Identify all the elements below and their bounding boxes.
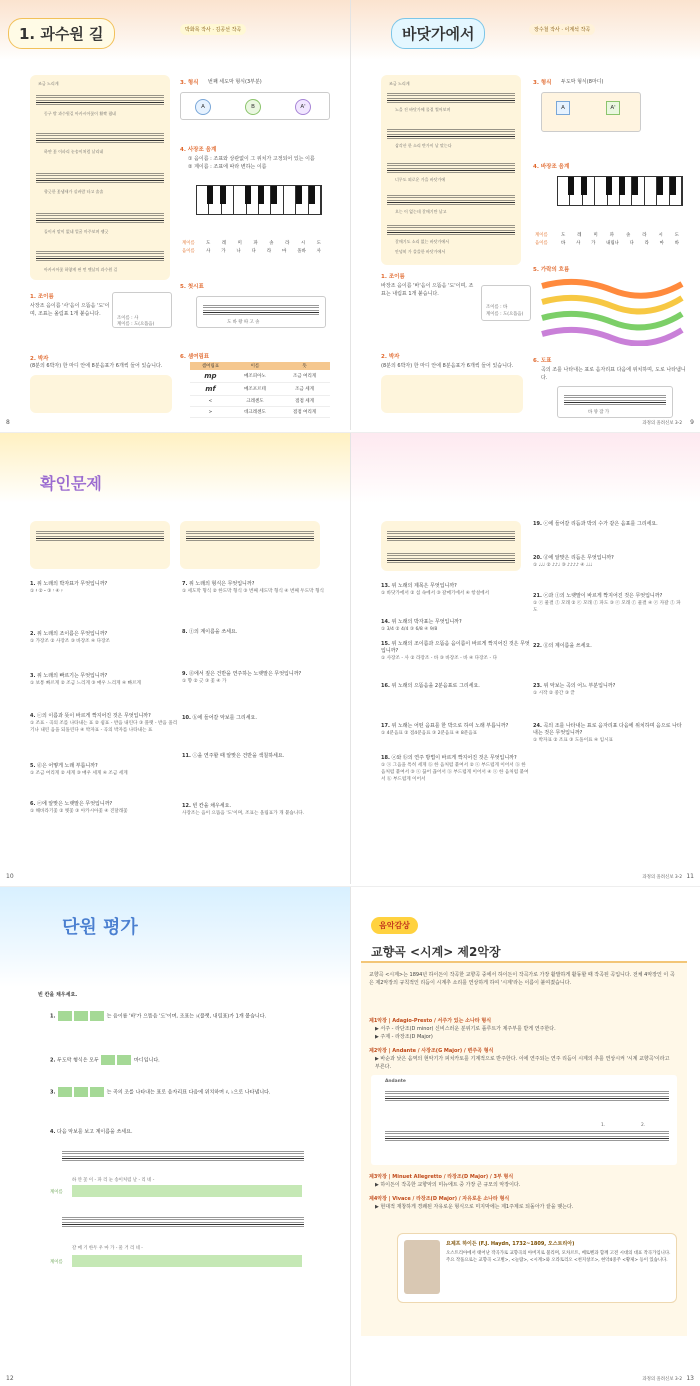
question-text: ⓔ에 알맞은 노랫말은 무엇입니까? [36,801,113,807]
key-label: 레 [221,241,227,246]
lyric-line: 아카시아꽃 하얗게 핀 먼 옛날의 과수원 길 [44,267,118,272]
question-options[interactable]: ① 바닷가에서 ② 섬 속에서 ③ 갈매기에서 ④ 항설에서 [381,591,490,596]
question-text: 위 노래의 박자표가 무엇입니까? [36,581,108,587]
question-options[interactable]: ① 4분음표 ② 점4분음표 ③ 2분음표 ④ 8분음표 [381,731,478,736]
key-label: 레 [577,233,582,238]
question-item [30,631,180,645]
page-13 [350,887,700,1386]
key-label: 도 [674,233,679,238]
spread-2 [0,432,700,884]
question-options[interactable]: ① ⓔ 물결 ⓕ 모래 ② ⓔ 모래 ⓕ 파도 ③ ⓔ 모래 ⓕ 물결 ④ ⓔ 자갈 ⓕ 파도 [533,601,681,613]
table-header: 셈여림표 [190,362,231,370]
question-number: 3. [30,673,36,679]
question-item [533,723,683,744]
solfa-row-label: 계이름 [535,233,548,238]
key-label: 시 [300,241,306,246]
section-meter-text: (8분의 6박자) 한 마디 안에 8분음표가 6개씩 들어 있습니다. [381,363,514,369]
question-text: ⓖ에서 짚은 건반을 연주하는 노랫말은 무엇입니까? [188,671,302,677]
listening-intro: 교향곡 <시계>는 1894년 하이든이 작곡한 교향곡 중에서 하이든이 작곡가로 가장 활발하게 활동할 때 작곡된 곡입니다. 전체 4악장인 이 곡은 제2악장의 규칙적인 리듬이 시계추 소리를 연상하게 하여 '시계'라는 이름이 붙여졌습니다. [369,972,675,986]
staff [36,95,164,105]
section-form-text: 번째 세도막 형식(3부분) [208,79,262,85]
key-label: 솔 [626,233,631,238]
pitch-row-label: 음이름 [182,249,195,254]
question-item [30,581,180,595]
question-text: 빈 칸을 채우세요. [192,803,232,809]
question-text: 위 노래의 박자표는 무엇입니까? [391,619,462,625]
section-form-title: 3. 형식 [180,80,199,86]
answer-row-label: 계이름 [50,1260,63,1265]
question-text: ⓕ의 계이름을 쓰세요. [188,629,238,635]
scale-def-1: ① 음이름 : 조표와 상관없이 그 위치가 고정되어 있는 이름 [188,156,315,162]
key-label: 도 [206,241,211,246]
review-title: 확인문제 [40,474,102,493]
movement-3-heading: 제3악장 | Minuet Allegretto / 라장조(D Major) / 3부 형식 [369,1174,514,1180]
table-row: mf 메조포르테 조금 세게 [190,383,330,396]
page-number: 9 [690,419,694,426]
lyric-line: 갈매기도 소리 없는 바닷가에서 [395,239,450,244]
spread-3 [0,886,700,1386]
table-header: 뜻 [279,362,330,370]
section-form-text: 두도막 형식(8마디) [561,79,604,85]
symphony-score [371,1075,677,1165]
score-tempo: Andante [385,1079,406,1084]
question-text: 위 노래의 형식은 무엇입니까? [188,581,255,587]
staff [36,251,164,261]
question-number: 9. [182,671,188,677]
page-banner [351,433,700,503]
question-item [533,555,683,569]
question-options[interactable]: ① 조금 여리게 ② 세게 ③ 매우 세게 ④ 조금 세게 [30,771,128,776]
form-diagram [180,92,330,120]
staff [36,133,164,143]
question-item [30,673,180,687]
eval-q1: 1. 는 음이름 '바'가 으뜸음 '도'이며, 조표는 ♭(플랫, 내림표)가 1개 붙습니다. [50,1011,310,1021]
key-label: 솔 [269,241,274,246]
staff [36,213,164,223]
section-key-text: 바장조 음이름 '바'음이 으뜸음 '도'이며, 조표는 내림표 1개 붙습니다. [381,283,474,297]
question-number: 8. [182,629,188,635]
key-label: 조이름 : 사 [117,316,139,321]
composer-portrait [404,1240,440,1294]
question-text: 곡의 조를 나타내는 표로 음자리표 다음에 위치하며 음으로 나타내는 것은 무엇입니까? [533,723,682,736]
question-number: 24. [533,723,542,729]
question-item [533,683,683,697]
question-item [182,803,332,817]
solfa-row-label: 계이름 [182,241,195,246]
listening-title: 교향곡 <시계> 제2악장 [371,945,501,959]
lyric-line: 안녕히 가 쓸쓸한 바닷가에서 [395,249,446,254]
key-label: 내림나 [606,241,619,246]
key-label: 시 [658,233,663,238]
page-12 [0,887,350,1386]
listening-panel [361,961,687,1336]
question-item [30,763,180,777]
piano-keyboard [557,176,683,206]
dynamics-table [190,362,330,418]
question-options[interactable]: ① 보통 빠르게 ② 조금 느리게 ③ 매우 느리게 ④ 빠르게 [30,681,141,686]
start-note-lyric: 도 바 왕 따 고 솔 [227,320,260,325]
section-key-text: 사장조 음이름 '사'음이 으뜸음 '도'이며, 조표는 올림표 1개 붙습니다. [30,303,110,317]
page-10 [0,433,350,884]
form-letter: A' [295,99,311,115]
key-label: 올바 [297,249,306,254]
section-key-title: 1. 조이름 [381,274,405,280]
key-label: 사 [206,249,211,254]
question-item [182,581,332,595]
page-number: 8 [6,419,10,426]
question-item [381,755,531,783]
question-options[interactable]: ① 사장조 - 사 ② 라장조 - 바 ③ 바장조 - 바 ④ 다장조 - 다 [381,656,498,661]
key-label: 라 [642,233,647,238]
form-letter: A [195,99,211,115]
question-text: 위 악보는 곡의 어느 부분입니까? [543,683,616,689]
eval-q2: 2. 두도막 형식은 모두 마디입니다. [50,1055,310,1065]
form-letter: B [245,99,261,115]
meter-diagram [30,375,172,413]
spread-1 [0,0,700,430]
movement-1-line: ▶ 주제 - 라장조(D Major) [375,1034,433,1040]
question-item [182,629,332,636]
tempo-mark: 조금 느리게 [38,81,59,86]
key-label: 도 [316,241,321,246]
start-note-card [196,296,326,328]
question-item [30,713,180,734]
question-options[interactable]: ① 가장조 ② 사장조 ③ 바장조 ④ 다장조 [30,639,110,644]
page-footer: 과정의 올려신보 3-2 [642,421,682,426]
question-number: 11. [182,753,191,759]
key-diagram [481,285,531,321]
question-options[interactable]: ① 3/4 ② 4/4 ③ 6/8 ④ 9/8 [381,627,438,632]
question-text: ⓔ과 ⓕ의 노랫말이 바르게 짝지어진 것은 무엇입니까? [543,593,663,599]
key-label: 라 [285,241,290,246]
lyric-line: 삼각산 한 소리 반가이 날 맞는다 [395,143,452,148]
question-number: 4. [30,713,36,719]
page-number: 13 [686,1375,694,1382]
question-item [533,521,683,528]
key-label: 조이름 : 바 [486,305,508,310]
composer-bio-card [397,1233,677,1303]
question-text: 위 노래는 어떤 음표를 한 박으로 하여 노래 부릅니까? [391,723,509,729]
question-item [381,583,531,597]
page-number: 12 [6,1375,14,1382]
meter-diagram [381,375,523,413]
key-label: 다 [251,249,256,254]
question-number: 17. [381,723,390,729]
review-score-b [180,521,320,569]
question-options[interactable]: ① 세도막 형식 ② 한도막 형식 ③ 번째 세도막 형식 ④ 번째 두도막 형식 [182,589,324,594]
composer-bio: 오스트리아에서 태어난 작곡가로 교향곡의 아버지로 불리며, 모차르트, 베토벤과 함께 고전 시대의 대표 작곡가입니다. 주요 작품으로는 교향곡 <고별>, <놀람>, <시계>와 오라토리오 <천지창조>, 현악4중주 <황제> 등이 있습니다. [446,1251,671,1263]
key-label: 라 [644,241,649,246]
question-text: ⓒ의 이름과 뜻이 바르게 짝지어진 것은 무엇입니까? [36,713,151,719]
key-label: 사 [316,249,321,254]
key-label: 파 [253,241,258,246]
solfa-label: 계이름 : 도(으뜸음) [117,322,155,327]
question-number: 23. [533,683,542,689]
question-number: 7. [182,581,188,587]
form-letter: A' [606,101,620,115]
solfa-row [561,232,679,238]
question-number: 1. [30,581,36,587]
section-scale-title: 4. 사장조 음계 [180,147,217,153]
pitch-row [561,240,679,246]
key-label: 가 [591,241,596,246]
question-number: 20. [533,555,542,561]
question-options[interactable]: ① ♩♩♩ ② ♪♪♩ ③ ♪♪♪♪ ④ ♩♩♩ [533,563,593,568]
sheet-music [30,75,170,280]
question-number: 6. [30,801,36,807]
section-form-title: 3. 형식 [533,80,552,86]
question-item [182,671,332,685]
key-label: 마 [282,249,287,254]
key-label: 가 [221,249,226,254]
page-8 [0,0,350,430]
lyric-line: 둘이서 말이 없네 얼굴 마주보며 쌩긋 [44,229,109,234]
answer-row[interactable] [72,1185,302,1197]
key-label: 미 [593,233,598,238]
key-label: 라 [266,249,272,254]
table-row: > 데크레셴도 점점 여리게 [190,407,330,418]
key-label: 바 [561,241,566,246]
question-options[interactable]: 사장조는 음이 으뜸음 '도'이며, 조표는 올림표가 개 붙습니다. [182,811,305,816]
song-title: 1. 과수원 길 [8,18,115,49]
question-options[interactable]: ① 해바라기꽃 ② 옛꽃 ③ 아카시아꽃 ④ 진달래꽃 [30,809,128,814]
question-text: ⓒ에 들어갈 리듬과 박의 수가 같은 음표를 그리세요. [543,521,658,527]
review-score-a [30,521,170,569]
question-text: 위 노래의 조이름은 무엇입니까? [36,631,108,637]
question-text: ⓓ은 어떻게 노래 부릅니까? [36,763,98,769]
pitch-row [206,248,321,254]
question-text: 위 노래의 제목은 무엇입니까? [391,583,457,589]
volta-1: 1. [601,1123,606,1128]
page-banner [0,887,350,987]
question-options[interactable]: ① 𝄽 ② 𝄼 ③ 𝄾 ④ 𝄿 [30,589,63,594]
question-number: 15. [381,641,390,647]
solfa-label: 계이름 : 도(으뜸음) [486,312,524,317]
page-9 [350,0,700,430]
melody-flow-diagram [537,276,687,346]
table-header: 이름 [231,362,279,370]
question-number: 21. [533,593,542,599]
question-number: 22. [533,643,542,649]
form-letter: A [556,101,570,115]
question-options[interactable]: ① 조표 - 곡의 조를 나타내는 표 ② 쉼표 - 반음 내린다 ③ 플랫 - 반음 올리기나 내린 음을 되돌린다 ④ 박자표 - 곡의 박자를 나타내는 표 [30,721,178,733]
staff-lyric: 하 얀 꽃 이 - 파 리 눈 송이처럼 날 - 리 네 - [72,1178,155,1183]
page-number: 10 [6,873,14,880]
key-label: 다 [629,241,634,246]
section-scale-title: 4. 바장조 음계 [533,164,570,170]
section-melody-title: 5. 가락의 흐름 [533,267,570,273]
question-number: 19. [533,521,542,527]
key-label: 도 [561,233,566,238]
question-text: 위 노래의 으뜸음을 2분음표로 그리세요. [391,683,480,689]
question-item [381,619,531,633]
section-start-title: 5. 첫시표 [180,284,204,290]
question-text: ⓐ와 ⓑ의 연주 방법이 바르게 짝지어진 것은 무엇입니까? [391,755,517,761]
movement-1-heading: 제1악장 | Adagio-Presto / 서주가 있는 소나타 형식 [369,1018,492,1024]
question-options[interactable]: ① 박자표 ② 조표 ③ 도돌이표 ④ 임시표 [533,738,613,743]
section-key-title: 1. 조이름 [30,294,54,300]
pitch-row-label: 음이름 [535,241,548,246]
section-meter-title: 2. 박자 [30,356,49,362]
composer-name: 요제프 하이든 (F.J. Haydn, 1732~1809, 오스트리아) [446,1241,575,1247]
tempo-mark: 조금 느리게 [389,81,410,86]
question-text: ⓗ에 들어갈 악보를 그리세요. [192,715,257,721]
table-row: < 크레셴도 점점 세게 [190,396,330,407]
song-title: 바닷가에서 [391,18,485,49]
movement-4-line: ▶ 현대적 재창하게 경쾌된 자유로운 형식으로 미지막에는 제1주제로 되돌아가 끝을 맺는다. [375,1204,574,1210]
question-number: 13. [381,583,390,589]
question-item [30,801,180,815]
page-footer: 과정의 올려신보 3-2 [642,1377,682,1382]
lyric-line: 너무도 외로운 가을 바닷가에 [395,177,446,182]
lyric-line: 오는 이 없는데 갈매기만 날고 [395,209,447,214]
answer-row-label: 계이름 [50,1190,63,1195]
lyric-line: 하얀 꽃 이파리 눈송이처럼 날리네 [44,149,104,154]
question-item [381,723,531,737]
question-number: 2. [30,631,36,637]
question-options[interactable]: ① 향 ② 긋 ③ 꽃 ④ 가 [182,679,227,684]
movement-3-line: ▶ 하이든이 작곡한 교향악의 미뉴에트 중 가장 큰 규모의 악장이다. [375,1182,521,1188]
movement-2-line: ▶ 바순과 낮은 음역의 현악기가 피치카토를 기계적으로 반주한다. 이에 연주되는 연주 리듬이 시계의 추를 연상시켜 '시계 교향곡'이라고 부른다. [375,1056,670,1070]
question-text: 위 노래의 조이름과 으뜸음 음이름이 바르게 짝지어진 것은 무엇입니까? [381,641,530,654]
key-label: 사 [576,241,581,246]
staff-lyric: 갈 매 기 한두 우 마 가 - 물 거 리 네 - [72,1246,143,1251]
volta-2: 2. [641,1123,646,1128]
page-footer: 과정의 올려신보 3-2 [642,875,682,880]
section-meter-title: 2. 박자 [381,354,400,360]
key-label: 미 [237,241,242,246]
eval-instruction: 빈 칸을 채우세요. [38,992,78,998]
staff [62,1217,304,1227]
page-number: 11 [686,873,694,880]
lyric-line: 향긋한 꽃냄새가 실바람 타고 솔솔 [44,189,104,194]
movement-4-heading: 제4악장 | Vivace / 라장조(D Major) / 자유로운 소나타 형식 [369,1196,510,1202]
staff [62,1151,304,1161]
question-item [182,715,332,722]
song-credit: 장수철 작사 · 이계석 작곡 [529,24,595,35]
question-item [381,641,531,662]
key-label: 나 [236,249,241,254]
question-number: 18. [381,755,390,761]
lyric-line: 노을 진 바닷가에 물결 썰어보며 [395,107,451,112]
answer-row[interactable] [72,1255,302,1267]
movement-1-line: ▶ 서주 - 라단조(D minor) 신비스러운 분위기로 플루트가 제주부를 받게 연주한다. [375,1026,556,1032]
question-text: ⓘ을 연주할 때 알맞은 건반을 색칠하세요. [192,753,285,759]
keysig-card [557,386,673,418]
key-label: 마 [659,241,664,246]
staff [36,173,164,183]
question-options[interactable]: ① ⓐ 그음을 특히 세게 ⓑ 한 음처럼 붙여서 ② ⓐ 부드럽게 이어서 ⓑ 한 음처럼 붙여서 ③ ⓐ 끊어 끊어서 ⓑ 부드럽게 이어서 ④ ⓐ 한 음처럼 붙여서 ⓑ 부드럽게 이어서 [381,763,529,782]
question-text: ⓓ에 알맞은 리듬은 무엇입니까? [543,555,614,561]
key-label: 파 [609,233,614,238]
question-number: 14. [381,619,390,625]
page-11 [350,433,700,884]
question-number: 16. [381,683,390,689]
key-diagram [112,292,172,328]
lyric-line: 동구 밖 과수원길 아카시아꽃이 활짝 폈네 [44,111,117,116]
sheet-music [381,75,521,265]
question-item [182,753,332,760]
form-diagram [541,92,641,132]
question-number: 12. [182,803,191,809]
eval-q4: 4. 다음 악보를 보고 계이름을 쓰세요. [50,1129,133,1135]
review-score-c [381,521,521,571]
keysig-lyric: 바 양 잠 가 [588,410,610,415]
question-number: 10. [182,715,191,721]
section-dynamics-title: 6. 셈여림표 [180,354,210,360]
song-credit: 박화목 작사 · 김공선 작곡 [180,24,246,35]
movement-2-heading: 제2악장 | Andante / 사장조(G Major) / 변주곡 형식 [369,1048,494,1054]
piano-keyboard [196,185,322,215]
solfa-row [206,240,321,246]
section-keysig-text: 곡의 조를 나타내는 표로 음자리표 다음에 위치하며, 도로 나타냅니다. [541,367,686,381]
question-item [381,683,531,690]
key-label: 바 [674,241,679,246]
table-row: mp 메조피아노 조금 여리게 [190,370,330,383]
question-text: ⓖ의 계이름을 쓰세요. [543,643,592,649]
question-text: 위 노래의 빠르기는 무엇입니까? [36,673,108,679]
question-options[interactable]: ① 시작 ② 중간 ③ 끝 [533,691,575,696]
listening-badge: 음악감상 [371,917,418,934]
question-number: 5. [30,763,36,769]
question-item [533,593,683,614]
question-item [533,643,683,650]
section-meter-text: (8분의 6박자) 한 마디 안에 8분음표가 6개씩 들어 있습니다. [30,363,163,369]
section-keysig-title: 6. 도표 [533,358,552,364]
unit-eval-title: 단원 평가 [62,917,138,938]
scale-def-2: ② 계이름 : 조표에 따라 변하는 이름 [188,164,267,170]
eval-q3: 3. 는 곡의 조를 나타내는 표로 음자리표 다음에 위치하며 ♯, ♭으로 나타냅니다. [50,1087,310,1097]
